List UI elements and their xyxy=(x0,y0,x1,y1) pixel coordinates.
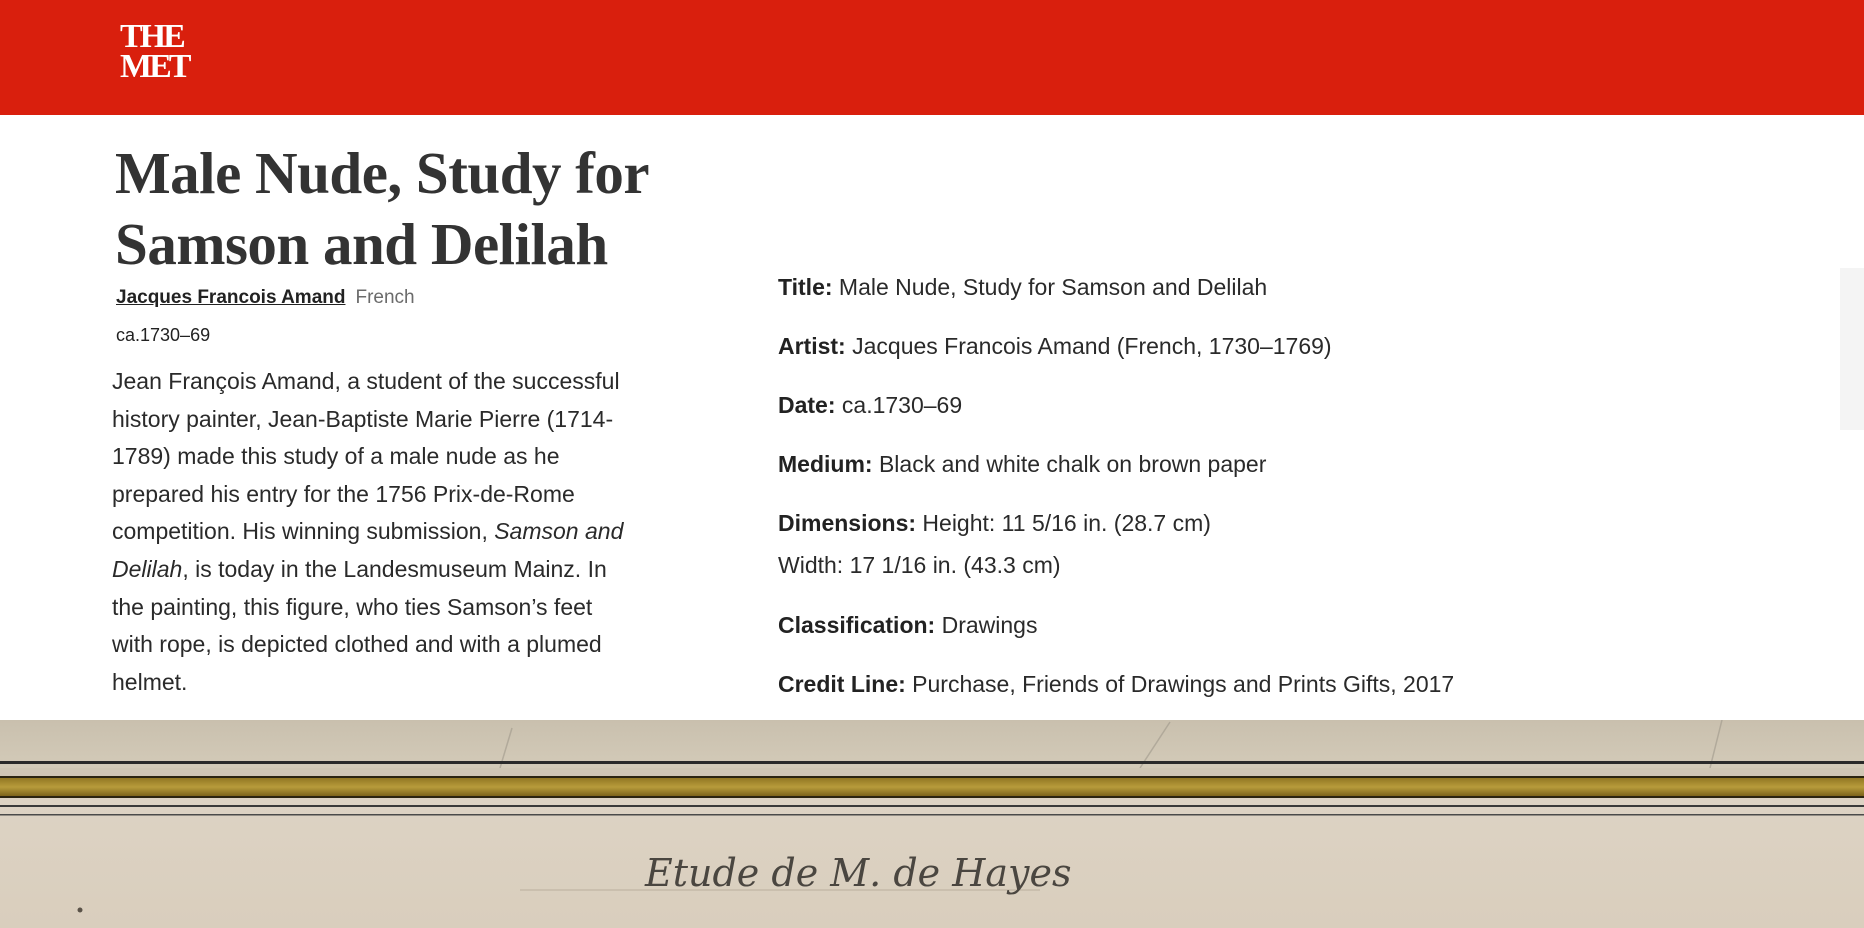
fact-dimensions-line-2 xyxy=(778,548,1061,582)
frame-line-top xyxy=(0,761,1864,764)
object-title: Male Nude, Study for Samson and Delilah xyxy=(115,140,649,277)
gold-border-band xyxy=(0,776,1864,798)
artist-link[interactable]: Jacques Francois Amand xyxy=(116,287,346,308)
description-text-1: Jean François Amand, a student of the successful history painter, Jean-Baptiste Marie Pierre (1714-1789) made this study of a male nude as he prepared his entry for the 1756 Prix-de-Rome competition. His winning submission, xyxy=(112,368,620,545)
artwork-image[interactable] xyxy=(0,720,1864,928)
fact-title-label: Title: xyxy=(778,274,833,300)
met-logo[interactable] xyxy=(120,18,189,88)
description-italic-title: Samson and Delilah xyxy=(112,518,624,582)
fact-medium-label: Medium: xyxy=(778,451,873,477)
fact-classification-label: Classification: xyxy=(778,612,936,638)
fact-credit-line xyxy=(778,667,1454,701)
fact-credit-value: Purchase, Friends of Drawings and Prints Gifts, 2017 xyxy=(912,671,1455,697)
fact-date xyxy=(778,388,962,422)
gold-border-edge-top xyxy=(0,776,1864,778)
paper-speck xyxy=(78,908,83,913)
site-header xyxy=(0,0,1864,115)
side-panel-edge xyxy=(1840,268,1864,430)
gold-border-edge-bottom xyxy=(0,796,1864,798)
mount-line-1 xyxy=(0,805,1864,807)
fact-dimensions-height: Height: 11 5/16 in. (28.7 cm) xyxy=(922,510,1211,536)
fact-dimensions xyxy=(778,506,1211,540)
fact-artist xyxy=(778,329,1332,363)
fact-classification xyxy=(778,608,1037,642)
frame-gap xyxy=(0,768,1864,772)
artwork-drawing xyxy=(0,720,1864,928)
fact-title xyxy=(778,270,1267,304)
fact-date-label: Date: xyxy=(778,392,836,418)
object-description xyxy=(112,363,632,701)
logo-line-1: THE xyxy=(120,18,183,55)
fact-credit-label: Credit Line: xyxy=(778,671,906,697)
fact-classification-value: Drawings xyxy=(941,612,1038,638)
logo-line-2: MET xyxy=(120,48,189,85)
fact-dimensions-width: Width: 17 1/16 in. (43.3 cm) xyxy=(778,552,1061,578)
description-text-2: , is today in the Landesmuseum Mainz. In the painting, this figure, who ties Samson’s feet with rope, is depicted clothed and with a plumed helmet. xyxy=(112,555,607,695)
artwork-inscription: Etude de M. de Hayes xyxy=(645,851,1072,895)
fact-title-value: Male Nude, Study for Samson and Delilah xyxy=(838,274,1268,300)
artist-row xyxy=(116,286,415,310)
fact-date-value: ca.1730–69 xyxy=(841,392,963,418)
mount-line-2 xyxy=(0,814,1864,816)
artist-nationality: French xyxy=(355,287,415,308)
fact-artist-value: Jacques Francois Amand (French, 1730–1769) xyxy=(852,333,1332,359)
fact-dimensions-label: Dimensions: xyxy=(778,510,917,536)
fact-artist-label: Artist: xyxy=(778,333,846,359)
object-date: ca.1730–69 xyxy=(116,325,211,345)
fact-medium-value: Black and white chalk on brown paper xyxy=(878,451,1267,477)
drawing-paper-area xyxy=(0,720,1864,768)
fact-medium xyxy=(778,447,1266,481)
